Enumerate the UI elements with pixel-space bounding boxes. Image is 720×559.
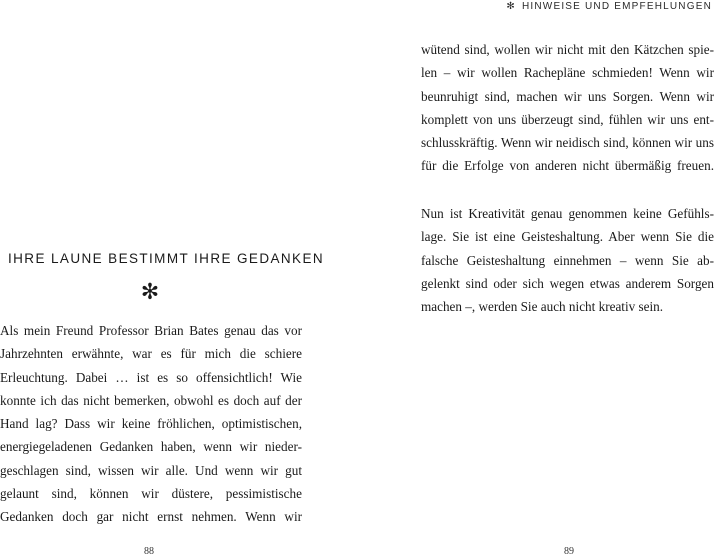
text-line: lage. Sie ist eine Geisteshaltung. Aber wenn Sie die — [421, 229, 714, 245]
page-number-left: 88 — [144, 546, 154, 557]
text-line: Erleuchtung. Dabei … ist es so offensichtlich! Wie — [0, 369, 302, 385]
right-page — [362, 0, 720, 559]
right-paragraph-2 — [421, 202, 714, 318]
text-line: gelaunt sind, können wir düstere, pessimistische — [0, 486, 302, 502]
text-line: geschlagen sind, wissen wir alle. Und wenn wir gut — [0, 462, 302, 478]
text-line: gelenkt sind oder sich wegen etwas anderem Sorgen — [421, 275, 714, 291]
left-page — [0, 0, 358, 559]
text-line: komplett von uns überzeugt sind, fühlen wir uns ent- — [421, 111, 714, 127]
running-header — [506, 0, 712, 14]
text-line: konnte ich das nicht bemerken, obwohl es doch auf der — [0, 392, 302, 408]
text-line: Als mein Freund Professor Brian Bates genau das vor — [0, 323, 302, 338]
text-line: Jahrzehnten erwähnte, war es für mich die schiere — [0, 346, 302, 362]
text-line: für die Erfolge von anderen nicht übermäßig freuen. — [421, 158, 714, 174]
text-line: wütend sind, wollen wir nicht mit den Kätzchen spie- — [421, 42, 714, 57]
text-line: beunruhigt sind, machen wir uns Sorgen. Wenn wir — [421, 88, 714, 104]
chapter-title: IHRE LAUNE BESTIMMT IHRE GEDANKEN — [8, 251, 324, 266]
text-line: schlusskräftig. Wenn wir neidisch sind, können wir uns — [421, 135, 714, 151]
text-line: energiegeladenen Gedanken haben, wenn wir nieder- — [0, 439, 302, 455]
running-header-title: HINWEISE UND EMPFEHLUNGEN — [521, 1, 712, 12]
page-number-right: 89 — [564, 546, 574, 557]
text-line: len – wir wollen Rachepläne schmieden! Wenn wir — [421, 65, 714, 81]
text-line: falsche Geisteshaltung einnehmen – wenn Sie ab- — [421, 252, 714, 268]
text-line: Hand lag? Dass wir keine fröhlichen, optimistischen, — [0, 416, 302, 432]
right-paragraph-1 — [421, 38, 714, 178]
asterisk-ornament-icon: ✻ — [140, 280, 160, 305]
left-body-text — [0, 319, 302, 529]
text-line: machen –, werden Sie auch nicht kreativ sein. — [421, 299, 664, 315]
asterisk-icon: ✻ — [506, 1, 516, 12]
text-line: Nun ist Kreativität genau genommen keine Gefühls- — [421, 206, 714, 221]
text-line: Gedanken doch gar nicht ernst nehmen. Wenn wir — [0, 509, 302, 525]
